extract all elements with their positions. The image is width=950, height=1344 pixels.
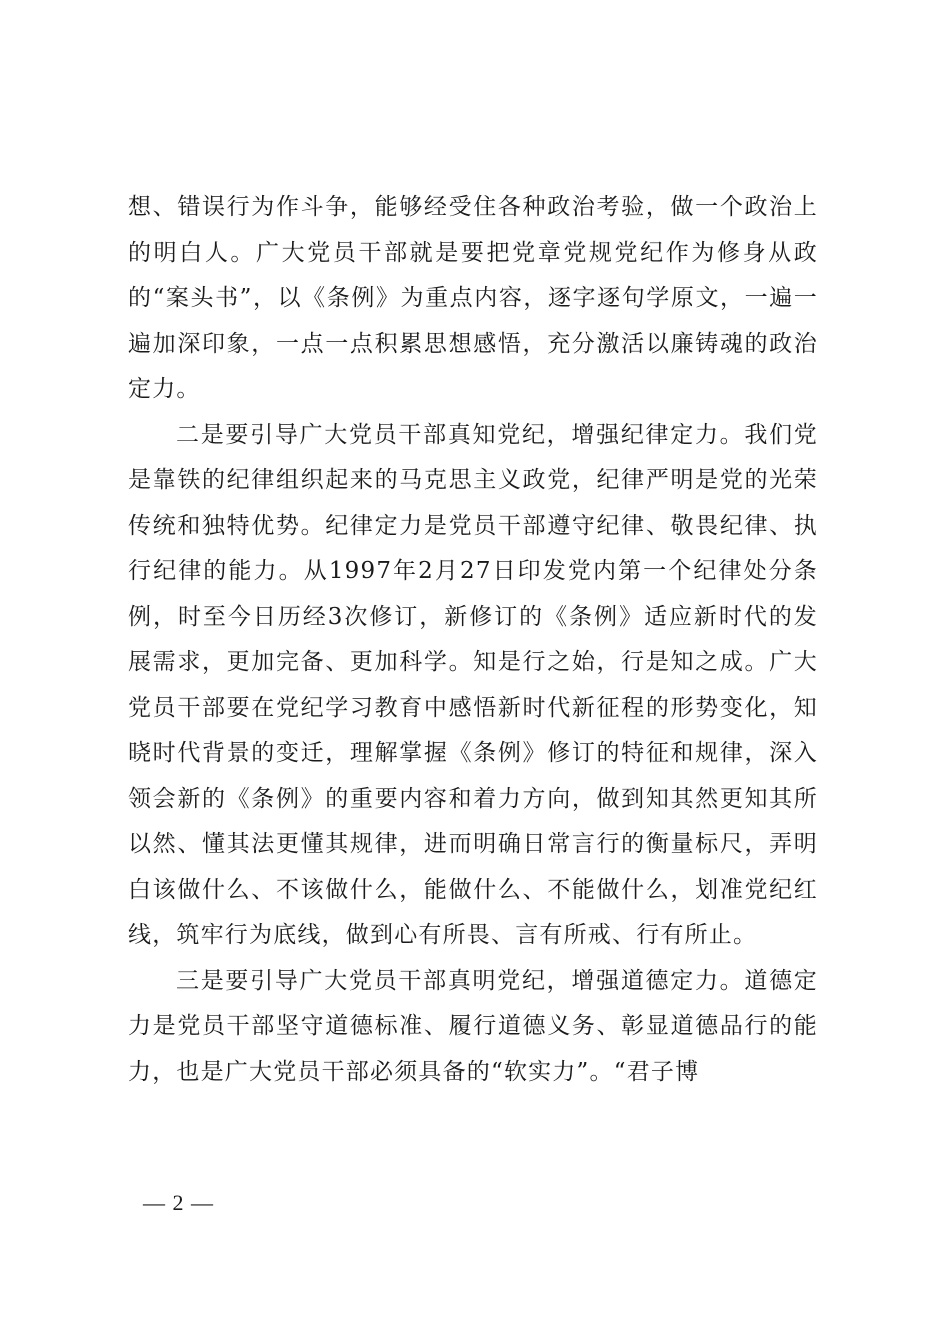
paragraph-continuation: 想、错误行为作斗争，能够经受住各种政治考验，做一个政治上的明白人。广大党员干部就是要把党章党规党纪作为修身从政的“案头书”，以《条例》为重点内容，逐字逐句学原文，一遍一遍加深印象，一点一点积累思想感悟，充分激活以廉铸魂的政治定力。	[128, 194, 818, 402]
page-number: — 2 —	[143, 1190, 214, 1215]
paragraph-discipline-resolve: 二是要引导广大党员干部真知党纪，增强纪律定力。我们党是靠铁的纪律组织起来的马克思主义政党，纪律严明是党的光荣传统和独特优势。纪律定力是党员干部遵守纪律、敬畏纪律、执行纪律的能力。从1997年2月27日印发党内第一个纪律处分条例，时至今日历经3次修订，新修订的《条例》适应新时代的发展需求，更加完备、更加科学。知是行之始，行是知之成。广大党员干部要在党纪学习教育中感悟新时代新征程的形势变化，知晓时代背景的变迁，理解掌握《条例》修订的特征和规律，深入领会新的《条例》的重要内容和着力方向，做到知其然更知其所以然、懂其法更懂其规律，进而明确日常言行的衡量标尺，弄明白该做什么、不该做什么，能做什么、不能做什么，划准党纪红线，筑牢行为底线，做到心有所畏、言有所戒、行有所止。	[128, 421, 818, 948]
paragraph-moral-resolve: 三是要引导广大党员干部真明党纪，增强道德定力。道德定力是党员干部坚守道德标准、履行道德义务、彰显道德品行的能力，也是广大党员干部必须具备的“软实力”。“君子博	[128, 967, 818, 1085]
body-text	[128, 185, 818, 1095]
